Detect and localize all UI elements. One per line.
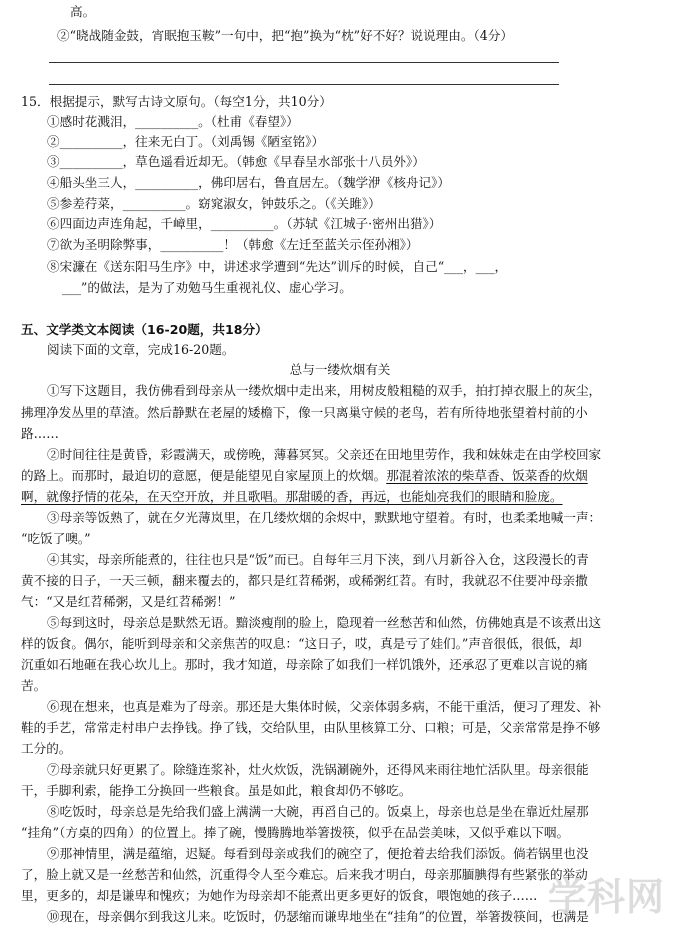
paragraph-line: 拂理净发丛里的草渣。然后静默在老屋的矮檐下，像一只离巢守候的老鸟，若有所待地张望着村前的小 bbox=[21, 405, 588, 420]
fill-in-line: ⑥四面边声连角起，千嶂里，__________。（苏轼《江城子·密州出猎》） bbox=[47, 216, 442, 231]
paragraph-line: ④其实，母亲所能煮的，往往也只是“饭”而已。自每年三月下浃，到八月新谷入仓，这段漫长的青 bbox=[47, 552, 589, 567]
paragraph-line: 黄不接的日子，一天三顿，翻来覆去的，都只是红苕稀粥，或稀粥红苕。有时，我就忍不住要冲母亲撒 bbox=[21, 573, 588, 588]
paragraph-line: ①写下这题目，我仿佛看到母亲从一缕炊烟中走出来，用树皮般粗糙的双手，拍打掉衣服上的灰尘， bbox=[47, 383, 602, 398]
paragraph-line: “挂角”（方桌的四角）的位置上。捧了碗，慢腾腾地举箸拨筷，似乎在品尝美味，又似乎难以下咽。 bbox=[21, 825, 570, 840]
instruction-line: 阅读下面的文章，完成16-20题。 bbox=[47, 342, 235, 357]
answer-line bbox=[49, 62, 559, 63]
section-heading: 五、文学类文本阅读（16-20题，共18分） bbox=[21, 322, 268, 337]
paragraph-line: 气：“又是红苕稀粥，又是红苕稀粥！” bbox=[21, 594, 236, 609]
paragraph-line: 路…… bbox=[21, 426, 59, 441]
paragraph-line: 里，更多的，却是谦卑和愧疚；为她作为母亲却不能煮出更多更好的饭食，喂饱她的孩子…… bbox=[21, 888, 538, 903]
paragraph-line: 样的饭食。偶尔，能听到母亲和父亲焦苦的叹息：“这日子，哎，真是亏了娃们。”声音很低，很低，却 bbox=[21, 636, 582, 651]
fill-in-line: ④船头坐三人，__________，佛印居右，鲁直居左。（魏学洢《核舟记》） bbox=[47, 175, 450, 190]
plain-text: 的路上。而那时，最迫切的意愿，便是能望见自家屋顶上的炊烟。 bbox=[21, 468, 387, 483]
fill-in-line: ③__________，草色遥看近却无。（韩愈《早春呈水部张十八员外》） bbox=[47, 154, 425, 169]
answer-line bbox=[49, 84, 559, 85]
paragraph-line: ⑩现在，母亲偶尔到我这儿来。吃饭时，仍瑟缩而谦卑地坐在“挂角”的位置，举箸拨筷间，也满是 bbox=[47, 909, 589, 924]
paragraph-line bbox=[21, 487, 563, 507]
fill-in-line: ⑧宋濂在《送东阳马生序》中，讲述求学遭到“先达”训斥的时候，自己“___，___， bbox=[47, 259, 508, 274]
underlined-sentence: 那甜暖的香，再远，也能灿亮我们的眼睛和脸庞。 bbox=[285, 489, 563, 504]
paragraph-line: ⑦母亲就只好更累了。除缝连浆补，灶火炊饭，洗锅涮碗外，还得风来雨往地忙活队里。母亲很能 bbox=[47, 762, 589, 777]
paragraph-line bbox=[21, 466, 588, 486]
paragraph-line: ⑤每到这时，母亲总是默然无语。黯淡瘦削的脸上，隐现着一丝愁苦和仙然，仿佛她真是不该煮出这 bbox=[47, 615, 602, 630]
paragraph-line: ⑥现在想来，也真是难为了母亲。那还是大集体时候，父亲体弱多病，不能干重活，便习了理发、补 bbox=[47, 699, 602, 714]
paragraph-line: “吃饭了噢。” bbox=[21, 531, 91, 546]
paragraph-line: 干，手脚利索，能挣工分换回一些粮食。虽是如此，粮食却仍不够吃。 bbox=[21, 783, 412, 798]
fill-in-line: ___”的做法，是为了劝勉马生重视礼仪、虚心学习。 bbox=[62, 280, 352, 295]
paragraph-line: ②时间往往是黄昏，彩霞满天，或傍晚，薄暮冥冥。父亲还在田地里劳作，我和妹妹走在由学校回家 bbox=[47, 447, 602, 462]
text-line: 高。 bbox=[70, 4, 96, 19]
fill-in-line: ②__________，往来无白丁。（刘禹锡《陋室铭》） bbox=[47, 134, 325, 149]
fill-in-line: ⑦欲为圣明除弊事，__________！（韩愈《左迁至蓝关示侄孙湘》） bbox=[47, 237, 419, 252]
paragraph-line: ⑨那神情里，满是蕴缩，迟疑。每看到母亲或我们的碗空了，便抢着去给我们添饭。倘若锅里也没 bbox=[47, 846, 589, 861]
paragraph-line: ③母亲等饭熟了，就在夕光薄岚里，在几缕炊烟的余烬中，默默地守望着。有时，也柔柔地喊一声： bbox=[47, 510, 602, 525]
paragraph-line: 了，脸上就又是一丝愁苦和仙然，沉重得令人至今难忘。后来我才明白，母亲那腼腆得有些紧张的举动 bbox=[21, 867, 588, 882]
paragraph-line: 鞋的手艺，常常走村串户去挣钱。挣了钱，交给队里，由队里核算工分、口粮；可是，父亲常常是挣不够 bbox=[21, 720, 601, 735]
paragraph-line: 苦。 bbox=[21, 678, 47, 693]
fill-in-line: ①感时花溅泪，__________。（杜甫《春望》） bbox=[47, 114, 299, 129]
underlined-sentence: 啊，就像抒情的花朵，在天空开放，并且歌唱。 bbox=[21, 489, 286, 504]
underlined-sentence: 那混着浓浓的柴草香、饭菜香的炊烟 bbox=[386, 468, 588, 483]
paragraph-line: ⑧吃饭时，母亲总是先给我们盛上满满一大碗，再舀自己的。饭桌上，母亲也总是坐在靠近灶屋那 bbox=[47, 804, 589, 819]
paragraph-line: 沉重如石地砸在我心坎儿上。那时，我才知道，母亲除了如我们一样饥饿外，还承忍了更难以言说的痛 bbox=[21, 657, 588, 672]
watermark-logo: 学科网 bbox=[548, 875, 666, 919]
paragraph-line: 工分的。 bbox=[21, 741, 72, 756]
question-line: ②“晓战随金鼓，宵眠抱玉鞍”一句中，把“抱”换为“枕”好不好？说说理由。（4分） bbox=[57, 28, 513, 43]
article-title: 总与一缕炊烟有关 bbox=[289, 362, 391, 377]
question-15-heading: 15．根据提示，默写古诗文原句。（每空1分，共10分） bbox=[21, 94, 332, 109]
fill-in-line: ⑤参差荇菜，__________。窈窕淑女，钟鼓乐之。（《关雎》） bbox=[47, 196, 381, 211]
